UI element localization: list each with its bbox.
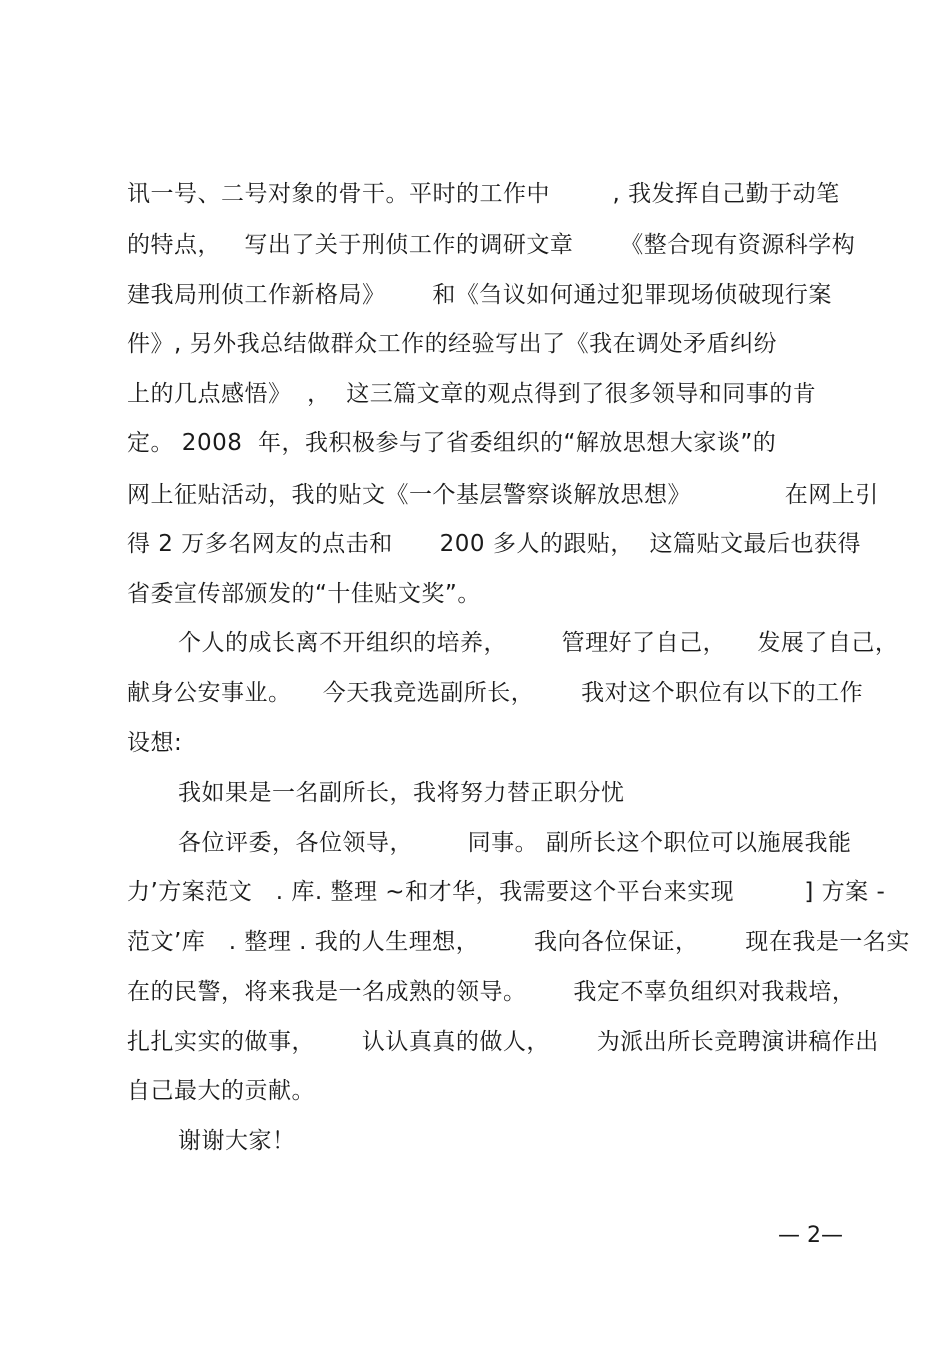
text-line: 件》, 另外我总结做群众工作的经验写出了《我在调处矛盾纠纷: [127, 331, 778, 357]
text-line: 自己最大的贡献。: [127, 1078, 315, 1104]
page-number: — 2—: [778, 1223, 843, 1248]
paragraph-first-line: 我如果是一名副所长，我将努力替正职分忧: [178, 780, 625, 806]
text-line: 省委宣传部颁发的“十佳贴文奖”。: [127, 581, 481, 607]
text-line: 讯一号、二号对象的骨干。平时的工作中 , 我发挥自己勤于动笔: [127, 181, 840, 207]
text-line: 扎扎实实的做事， 认认真真的做人， 为派出所长竞聘演讲稿作出: [127, 1029, 879, 1055]
text-line: 上的几点感悟》 ， 这三篇文章的观点得到了很多领导和同事的肯: [127, 381, 817, 407]
text-line: 范文’库 . 整理 . 我的人生理想， 我向各位保证， 现在我是一名实: [127, 929, 910, 955]
text-line: 建我局刑侦工作新格局》 和《刍议如何通过犯罪现场侦破现行案: [127, 282, 832, 308]
text-line: 力’方案范文 . 库. 整理 ~和才华，我需要这个平台来实现 ] 方案 -: [127, 879, 886, 905]
text-line: 在的民警，将来我是一名成熟的领导。 我定不辜负组织对我栽培，: [127, 979, 856, 1005]
paragraph-first-line: 个人的成长离不开组织的培养， 管理好了自己， 发展了自己，: [178, 630, 899, 656]
text-line: 得 2 万多名网友的点击和 200 多人的跟贴， 这篇贴文最后也获得: [127, 531, 861, 557]
text-line: 网上征贴活动，我的贴文《一个基层警察谈解放思想》 在网上引: [127, 482, 879, 508]
text-line: 的特点， 写出了关于刑侦工作的调研文章 《整合现有资源科学构: [127, 232, 856, 258]
text-line: 定。 2008 年，我积极参与了省委组织的“解放思想大家谈”的: [127, 430, 777, 456]
closing-line: 谢谢大家！: [178, 1128, 296, 1154]
paragraph-first-line: 各位评委，各位领导， 同事。 副所长这个职位可以施展我能: [178, 830, 852, 856]
text-line: 设想:: [127, 730, 183, 756]
text-line: 献身公安事业。 今天我竞选副所长， 我对这个职位有以下的工作: [127, 680, 864, 706]
